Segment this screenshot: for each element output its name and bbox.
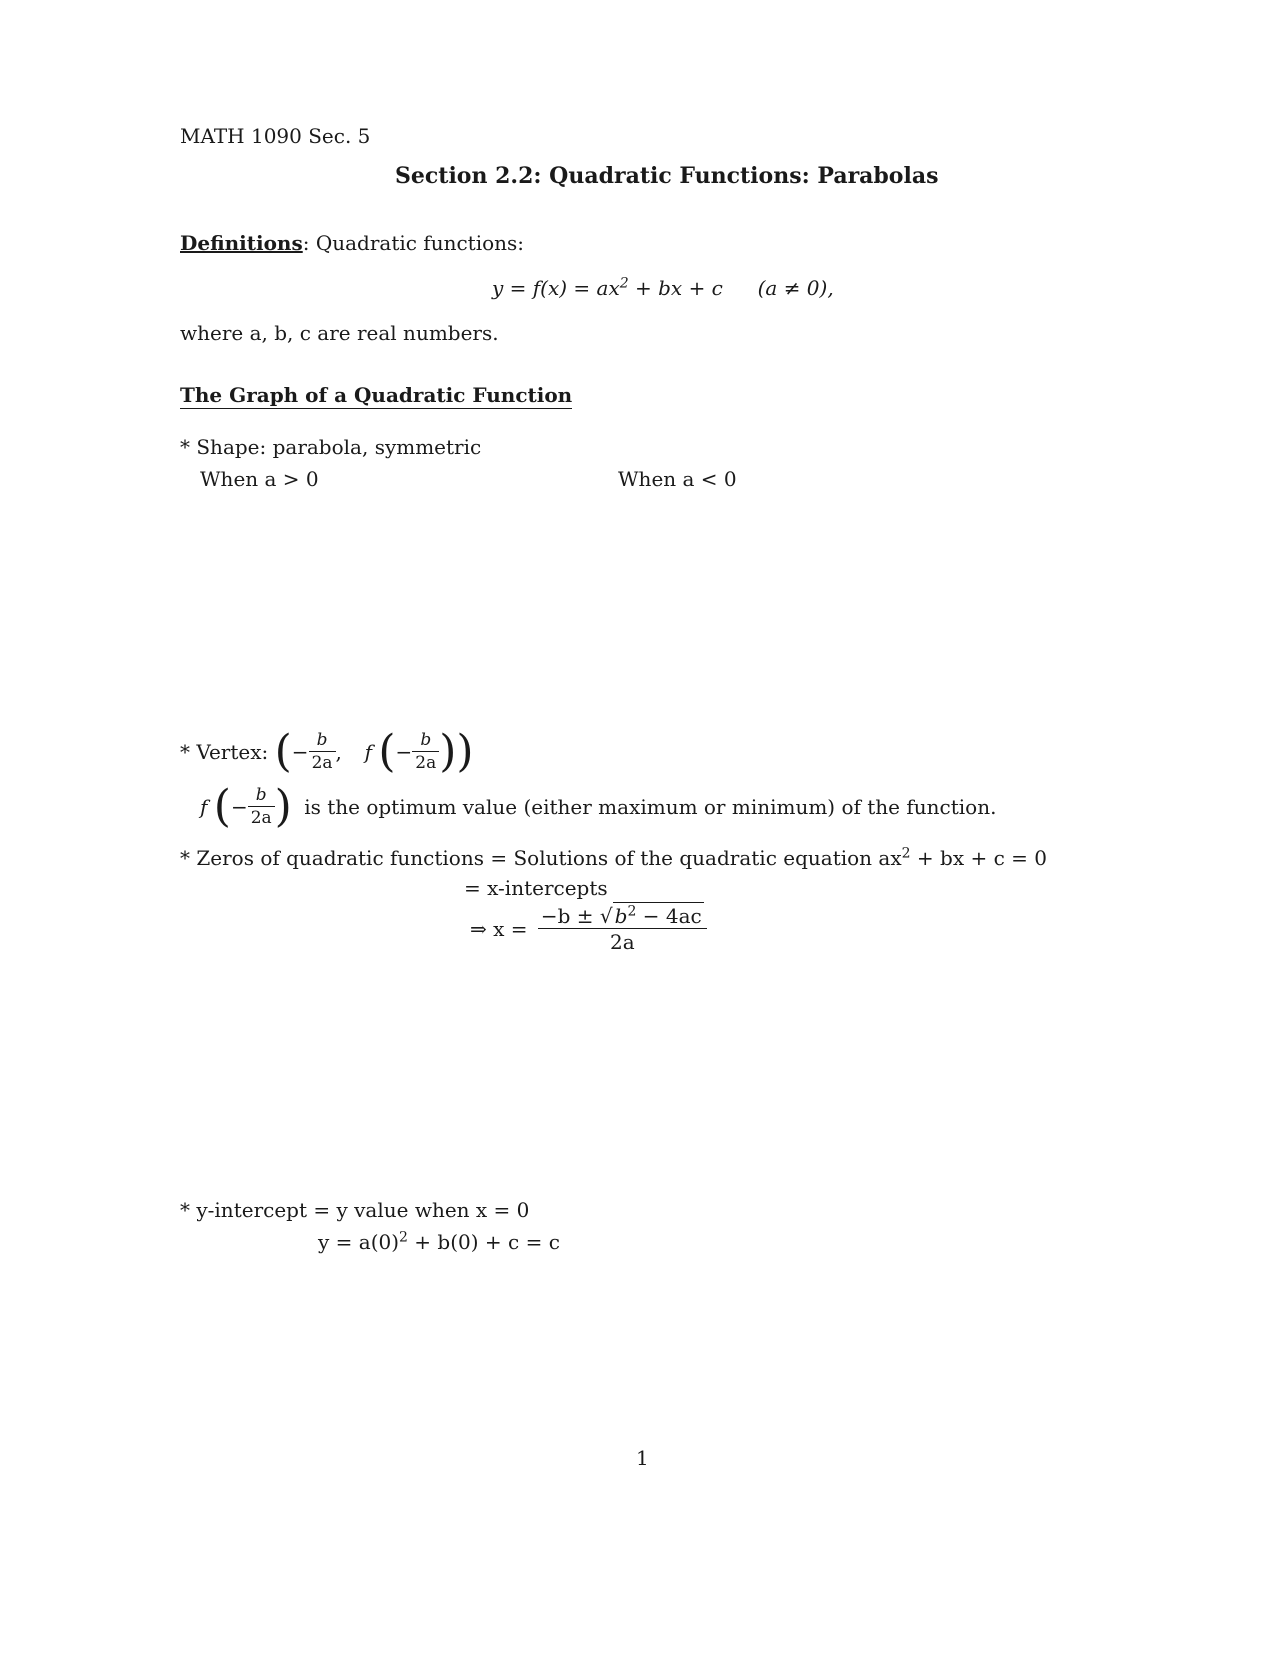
- page-number: 1: [636, 1446, 649, 1470]
- vertex-line: * Vertex: (− $\frac{b}{2a}$ , f (− $\frac{b}{2a}$ )): [180, 726, 474, 777]
- graph-section-heading: The Graph of a Quadratic Function: [180, 383, 573, 407]
- when-a-positive: When a > 0: [200, 467, 319, 491]
- vertex-fraction: $\frac{b}{2a}$: [309, 732, 336, 772]
- definitions-label: Definitions: [180, 231, 303, 255]
- definitions-text: : Quadratic functions:: [302, 231, 525, 255]
- page-title: Section 2.2: Quadratic Functions: Parabolas: [395, 163, 939, 189]
- shape-bullet: * Shape: parabola, symmetric: [180, 435, 482, 459]
- zeros-line: * Zeros of quadratic functions = Solutions of the quadratic equation $ax^2$ + bx + c = 0: [180, 845, 1047, 870]
- course-header: MATH 1090 Sec. 5: [180, 124, 371, 148]
- yintercept-formula: $y = a(0)^2 + b(0) + c = c$: [318, 1229, 560, 1254]
- when-a-negative: When a < 0: [618, 467, 737, 491]
- yintercept-line: * y-intercept = y value when x = 0: [180, 1198, 530, 1222]
- definitions-line: [180, 233, 524, 253]
- definitions-where: where a, b, c are real numbers.: [180, 321, 499, 345]
- optimum-line: f (− $\frac{b}{2a}$ ) is the optimum value (either maximum or minimum) of the function.: [200, 781, 997, 832]
- quadratic-formula-definition: $y = f(x) = ax^2$ + bx + c (a ≠ 0),: [492, 275, 834, 300]
- quadratic-formula: ⇒ x = $\frac{-b \pm √ b^2 - 4ac}{2a}$: [470, 906, 707, 952]
- vertex-label: * Vertex:: [180, 740, 269, 764]
- zeros-x-intercepts: = x-intercepts: [464, 876, 608, 900]
- optimum-text: is the optimum value (either maximum or minimum) of the function.: [304, 795, 997, 819]
